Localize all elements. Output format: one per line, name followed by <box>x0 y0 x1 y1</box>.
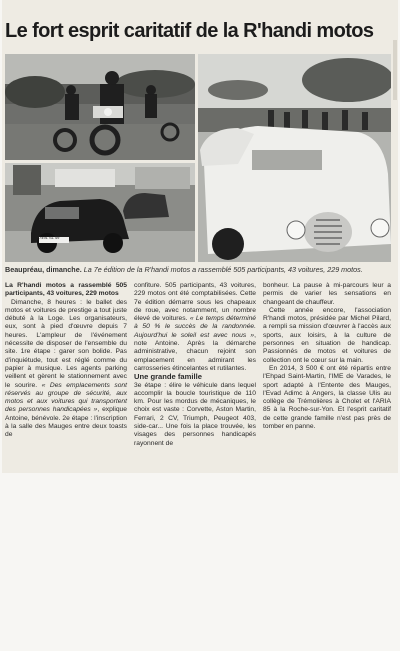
page-edge <box>393 40 397 100</box>
photo-caption <box>5 265 391 275</box>
article-lead: La R'handi motos a rassemblé 505 participants, 43 voitures, 229 motos <box>5 282 127 298</box>
article-column-3 <box>263 282 391 431</box>
article-paragraph: En 2014, 3 500 € ont été répartis entre l'Ehpad Saint-Martin, l'IME de Varades, le sport adapté à l'Entente des Mauges, l'Evad Adimc à Angers, la classe Ulis au collège de Trémolières à Cholet et l'ARIA 85 à la Roche-sur-Yon. Et l'esprit caritatif de cette grande famille n'est pas près de tomber en panne. <box>263 364 391 431</box>
article-paragraph: Cette année encore, l'association R'handi motos, présidée par Michel Pilard, a rempli sa mission d'œuvrer à l'accès aux sports, aux loisirs, à la culture de personnes en situation de handicap. Passionnés de motos et voitures de collection ont le cœur sur la main. <box>263 306 391 364</box>
motorcycles-photo <box>5 54 195 160</box>
caption-text: La 7e édition de la R'handi motos a rassemblé 505 participants, 43 voitures, 229 motos. <box>81 265 363 274</box>
license-plate: 7491 SL 49 <box>39 235 60 240</box>
convertible-photo <box>198 54 391 262</box>
caption-place: Beaupréau, dimanche. <box>5 265 82 274</box>
article-column-2 <box>134 282 256 448</box>
article-paragraph: confiture. 505 participants, 43 voitures, 229 motos ont été comptabilisées. Cette 7e édition démarre sous les chapeaux de roue, avec notamment, un nombre élevé de voitures. « Le temps déterminé à 50 % le succès de la randonnée. Aujourd'hui le soleil est avec nous », note Antoine. Après la démarche administrative, chacun rejoint son emplacement en admirant les carrosseries étincelantes et rutilantes. <box>134 282 257 372</box>
article-paragraph: bonheur. La pause à mi-parcours leur a permis de varier les sensations en changeant de chauffeur. <box>263 282 391 306</box>
vintage-car-photo <box>5 163 195 262</box>
article-paragraph: 3e étape : élire le véhicule dans lequel accomplir la boucle touristique de 110 km. Pour les mordus de mécaniques, le choix est vaste : Corvette, Aston Martin, Ferrari, 2 CV, Triumph, Peugeot 403, side-car... Une fois la place trouvée, les visages des personnes handicapés rayonnent de <box>134 381 256 447</box>
article-paragraph: Dimanche, 8 heures : le ballet des motos et voitures de prestige a tout juste débuté à la Loge. Les organisateurs, eux, sont à pied d'œuvre depuis 7 heures. L'ampleur de l'événement nécessite de disposer de l'ensemble du site. 1re étape : garer son bolide. Pas d'inquiétude, tout est réglé comme du papier à musique. Les agents parking veillent et gèrent le stationnement avec le sourire. « Des emplacements sont réservés au groupe de sécurité, aux motos et aux voitures qui transportent des personnes handicapées », explique Antoine, bénévole. 2e étape : l'inscription à la salle des Mauges entre deux toasts de <box>5 298 127 439</box>
article-headline: Le fort esprit caritatif de la R'handi motos <box>5 20 374 42</box>
article-column-1 <box>5 282 127 440</box>
article-subheading: Une grande famille <box>134 372 202 382</box>
